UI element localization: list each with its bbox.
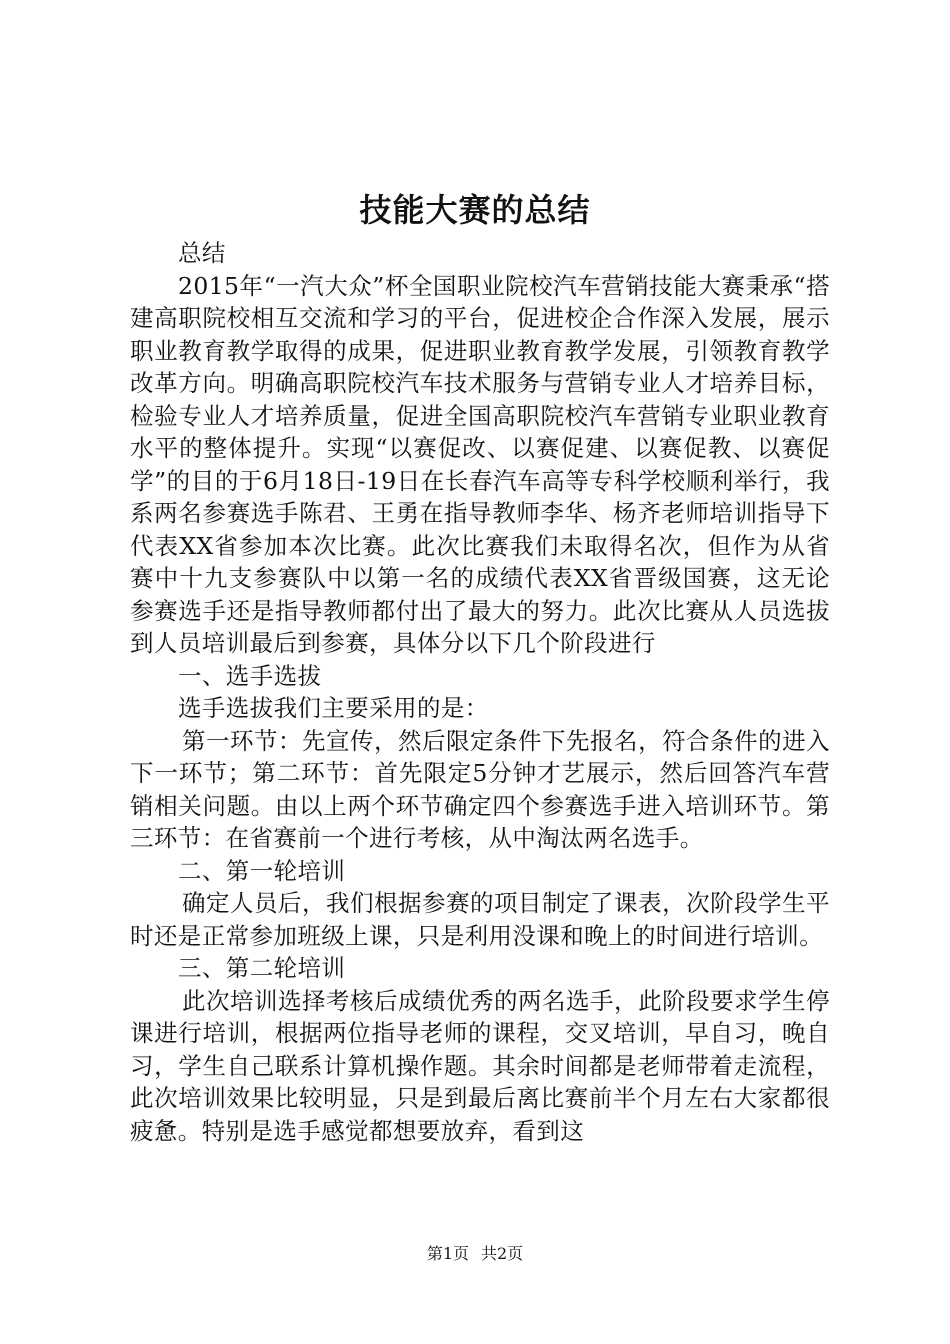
paragraph-selection-method: 选手选拔我们主要采用的是：	[178, 694, 489, 722]
document-title: 技能大赛的总结	[359, 191, 591, 229]
paragraph-heading-summary: 总结	[178, 239, 226, 267]
paragraph-selection-stages: 第一环节：先宣传，然后限定条件下先报名，符合条件的进入下一环节；第二环节：首先限定5分钟才艺展示，然后回答汽车营销相关问题。由以上两个环节确定四个参赛选手进入培训环节。第三环节：在省赛前一个进行考核，从中淘汰两名选手。	[130, 726, 830, 852]
page-number: 第1页	[426, 1244, 469, 1263]
section-heading-first-training: 二、第一轮培训	[178, 856, 346, 885]
page-footer	[0, 1243, 950, 1265]
paragraph-second-training: 此次培训选择考核后成绩优秀的两名选手，此阶段要求学生停课进行培训，根据两位指导老师的课程，交叉培训，早自习，晚自习，学生自己联系计算机操作题。其余时间都是老师带着走流程，此次培训效果比较明显，只是到最后离比赛前半个月左右大家都很疲惫。特别是选手感觉都想要放弃，看到这	[130, 986, 830, 1145]
page-total: 共2页	[481, 1244, 524, 1263]
paragraph-first-training: 确定人员后，我们根据参赛的项目制定了课表，次阶段学生平时还是正常参加班级上课，只是利用没课和晚上的时间进行培训。	[130, 889, 830, 950]
section-heading-selection: 一、选手选拔	[178, 661, 322, 690]
document-body	[130, 237, 830, 1147]
section-heading-second-training: 三、第二轮培训	[178, 954, 346, 982]
paragraph-intro: 2015年“一汽大众”杯全国职业院校汽车营销技能大赛秉承“搭建高职院校相互交流和学习的平台，促进校企合作深入发展，展示职业教育教学取得的成果，促进职业教育教学发展，引领教育教学改革方向。明确高职院校汽车技术服务与营销专业人才培养目标，检验专业人才培养质量，促进全国高职院校汽车营销专业职业教育水平的整体提升。实现“以赛促改、以赛促建、以赛促教、以赛促学”的目的于6月18日-19日在长春汽车高等专科学校顺利举行，我系两名参赛选手陈君、王勇在指导教师李华、杨齐老师培训指导下代表XX省参加本次比赛。此次比赛我们未取得名次，但作为从省赛中十九支参赛队中以第一名的成绩代表XX省晋级国赛，这无论参赛选手还是指导教师都付出了最大的努力。此次比赛从人员选拔到人员培训最后到参赛，具体分以下几个阶段进行	[130, 271, 830, 657]
